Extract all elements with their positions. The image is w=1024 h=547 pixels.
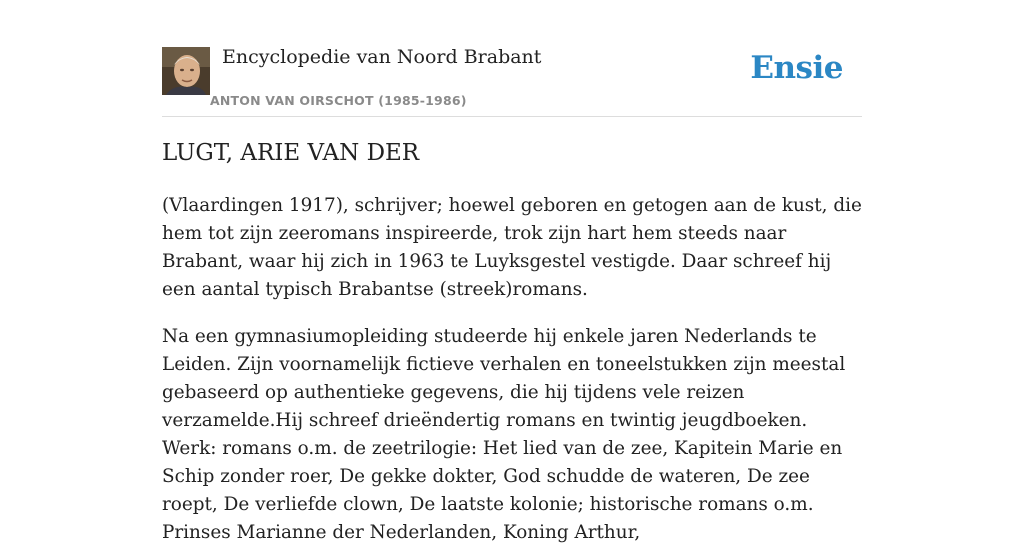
author-name[interactable]: ANTON VAN OIRSCHOT (1985-1986) xyxy=(210,93,467,108)
article-headword: LUGT, ARIE VAN DER xyxy=(162,140,420,166)
article-paragraph: (Vlaardingen 1917), schrijver; hoewel geboren en getogen aan de kust, die hem tot zijn zeeromans inspireerde, trok zijn hart hem steeds naar Brabant, waar hij zich in 1963 te Luyksgestel vestigde. Daar schreef hij een aantal typisch Brabantse (streek)romans. xyxy=(162,195,862,300)
author-avatar[interactable] xyxy=(162,47,210,95)
avatar-portrait-icon xyxy=(162,47,210,95)
ensie-logo[interactable]: Ensie xyxy=(750,50,843,86)
article-paragraph: Na een gymnasiumopleiding studeerde hij enkele jaren Nederlands te Leiden. Zijn voornamelijk fictieve verhalen en toneelstukken zijn meestal gebaseerd op authentieke gegevens, die hij tijdens vele reizen verzamelde.Hij schreef drieëndertig romans en twintig jeugdboeken. Werk: romans o.m. de zeetrilogie: Het lied van de zee, Kapitein Marie en Schip zonder roer, De gekke dokter, God schudde de wateren, De zee roept, De verliefde clown, De laatste kolonie; historische romans o.m. Prinses Marianne der Nederlanden, Koning Arthur, xyxy=(162,326,846,543)
source-title[interactable]: Encyclopedie van Noord Brabant xyxy=(222,46,542,68)
article-header xyxy=(162,0,862,117)
article-container xyxy=(162,0,862,543)
